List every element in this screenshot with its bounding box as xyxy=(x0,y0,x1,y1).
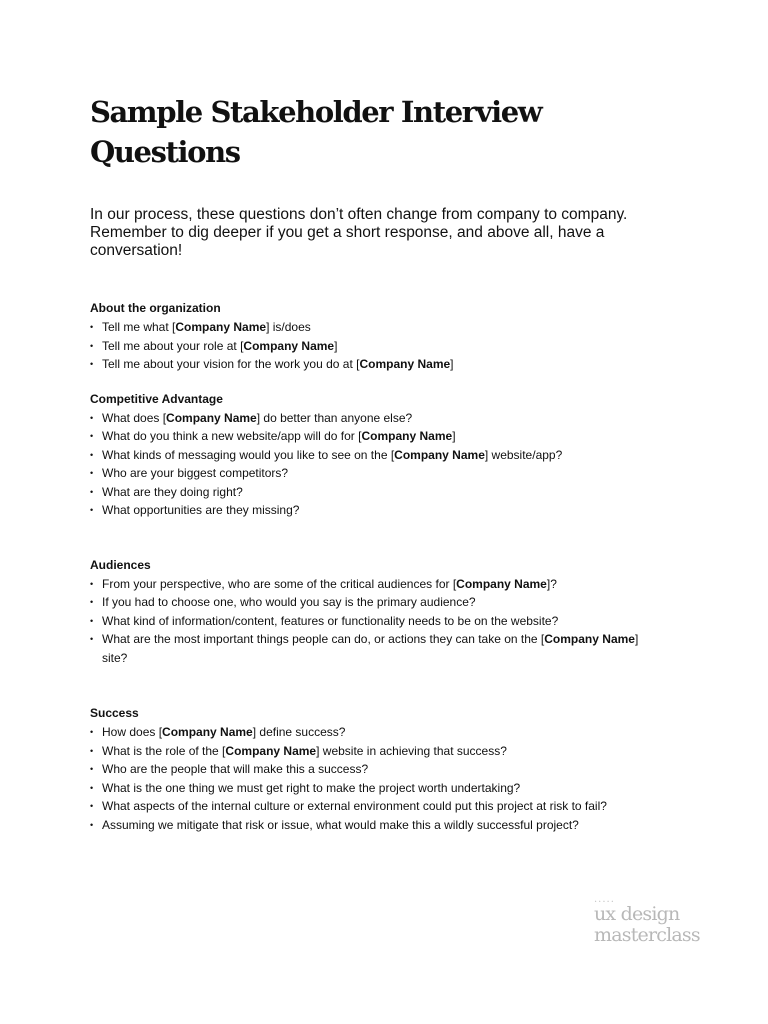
question-item xyxy=(90,760,690,779)
question-list xyxy=(90,575,650,668)
question-item xyxy=(90,409,690,428)
section-competitive-advantage xyxy=(90,391,690,520)
logo-line-masterclass: masterclass xyxy=(594,924,700,946)
document-page xyxy=(90,92,690,834)
question-text: From your perspective, who are some of the critical audiences for [ xyxy=(102,576,457,591)
intro-paragraph: In our process, these questions don’t often change from company to company. Remember to dig deeper if you get a short response, and above all, have a conversation! xyxy=(90,206,628,259)
question-item xyxy=(90,318,690,337)
question-text: Tell me about your vision for the work you do at [ xyxy=(102,357,360,371)
question-text: Assuming we mitigate that risk or issue, what would make this a wildly successful project? xyxy=(102,817,579,832)
company-name-placeholder: Company Name xyxy=(456,576,547,591)
question-item xyxy=(90,575,650,594)
question-item xyxy=(90,464,690,483)
question-text: What is the one thing we must get right to make the project worth undertaking? xyxy=(102,780,521,795)
question-list xyxy=(90,318,690,374)
question-item xyxy=(90,593,650,612)
question-item xyxy=(90,779,690,798)
company-name-placeholder: Company Name xyxy=(162,725,253,739)
section-heading: About the organization xyxy=(90,301,221,315)
question-text: Tell me what [ xyxy=(102,320,176,334)
company-name-placeholder: Company Name xyxy=(359,357,451,371)
question-text: If you had to choose one, who would you say is the primary audience? xyxy=(102,595,476,609)
question-item xyxy=(90,501,690,520)
question-item xyxy=(90,446,690,465)
question-text-suffix: ] xyxy=(450,357,454,371)
question-text: How does [ xyxy=(102,725,163,739)
question-list xyxy=(90,409,690,520)
brand-logo xyxy=(594,896,700,946)
company-name-placeholder: Company Name xyxy=(544,632,635,646)
question-text: What does [ xyxy=(102,410,167,425)
section-heading: Success xyxy=(90,706,139,720)
company-name-placeholder: Company Name xyxy=(175,320,267,334)
question-text-suffix: ] xyxy=(452,429,456,443)
logo-line-ux-design: ux design xyxy=(594,903,680,925)
company-name-placeholder: Company Name xyxy=(225,743,317,758)
logo-dots: ..... xyxy=(594,894,615,905)
question-text-suffix: ] website/app? xyxy=(484,447,563,462)
question-text: What are they doing right? xyxy=(102,484,243,499)
question-list xyxy=(90,723,690,834)
question-item xyxy=(90,723,690,742)
question-text: Who are your biggest competitors? xyxy=(102,466,289,480)
section-success xyxy=(90,705,690,834)
company-name-placeholder: Company Name xyxy=(394,447,485,462)
company-name-placeholder: Company Name xyxy=(361,429,453,443)
question-text: Tell me about your role at [ xyxy=(102,338,244,353)
company-name-placeholder: Company Name xyxy=(166,410,257,425)
question-item xyxy=(90,483,690,502)
question-item xyxy=(90,630,650,667)
question-text: What is the role of the [ xyxy=(102,743,226,758)
question-item xyxy=(90,337,690,356)
question-text: What do you think a new website/app will do for [ xyxy=(102,429,362,443)
question-item xyxy=(90,355,690,374)
section-about-organization xyxy=(90,300,690,374)
question-item xyxy=(90,612,650,631)
question-item xyxy=(90,742,690,761)
question-text-suffix: ] do better than anyone else? xyxy=(256,410,413,425)
question-text: What kinds of messaging would you like to see on the [ xyxy=(102,447,395,462)
question-text: Who are the people that will make this a success? xyxy=(102,762,369,776)
section-heading: Audiences xyxy=(90,557,151,572)
question-text-suffix: ] website in achieving that success? xyxy=(316,743,507,758)
question-item xyxy=(90,816,690,835)
question-text: What aspects of the internal culture or external environment could put this project at risk to fail? xyxy=(102,799,607,813)
section-heading: Competitive Advantage xyxy=(90,391,223,406)
section-audiences xyxy=(90,557,690,668)
question-item xyxy=(90,427,690,446)
question-text-suffix: ] is/does xyxy=(266,320,311,334)
question-text: What kind of information/content, features or functionality needs to be on the website? xyxy=(102,613,559,628)
question-text-suffix: ] site? xyxy=(102,632,639,665)
page-title: Sample Stakeholder Interview Questions xyxy=(90,95,542,169)
question-item xyxy=(90,797,690,816)
company-name-placeholder: Company Name xyxy=(243,338,335,353)
question-text: What opportunities are they missing? xyxy=(102,503,300,517)
question-text-suffix: ] xyxy=(334,338,338,353)
question-text-suffix: ] define success? xyxy=(252,725,346,739)
question-text: What are the most important things people can do, or actions they can take on the [ xyxy=(102,632,545,646)
question-text-suffix: ]? xyxy=(546,576,557,591)
